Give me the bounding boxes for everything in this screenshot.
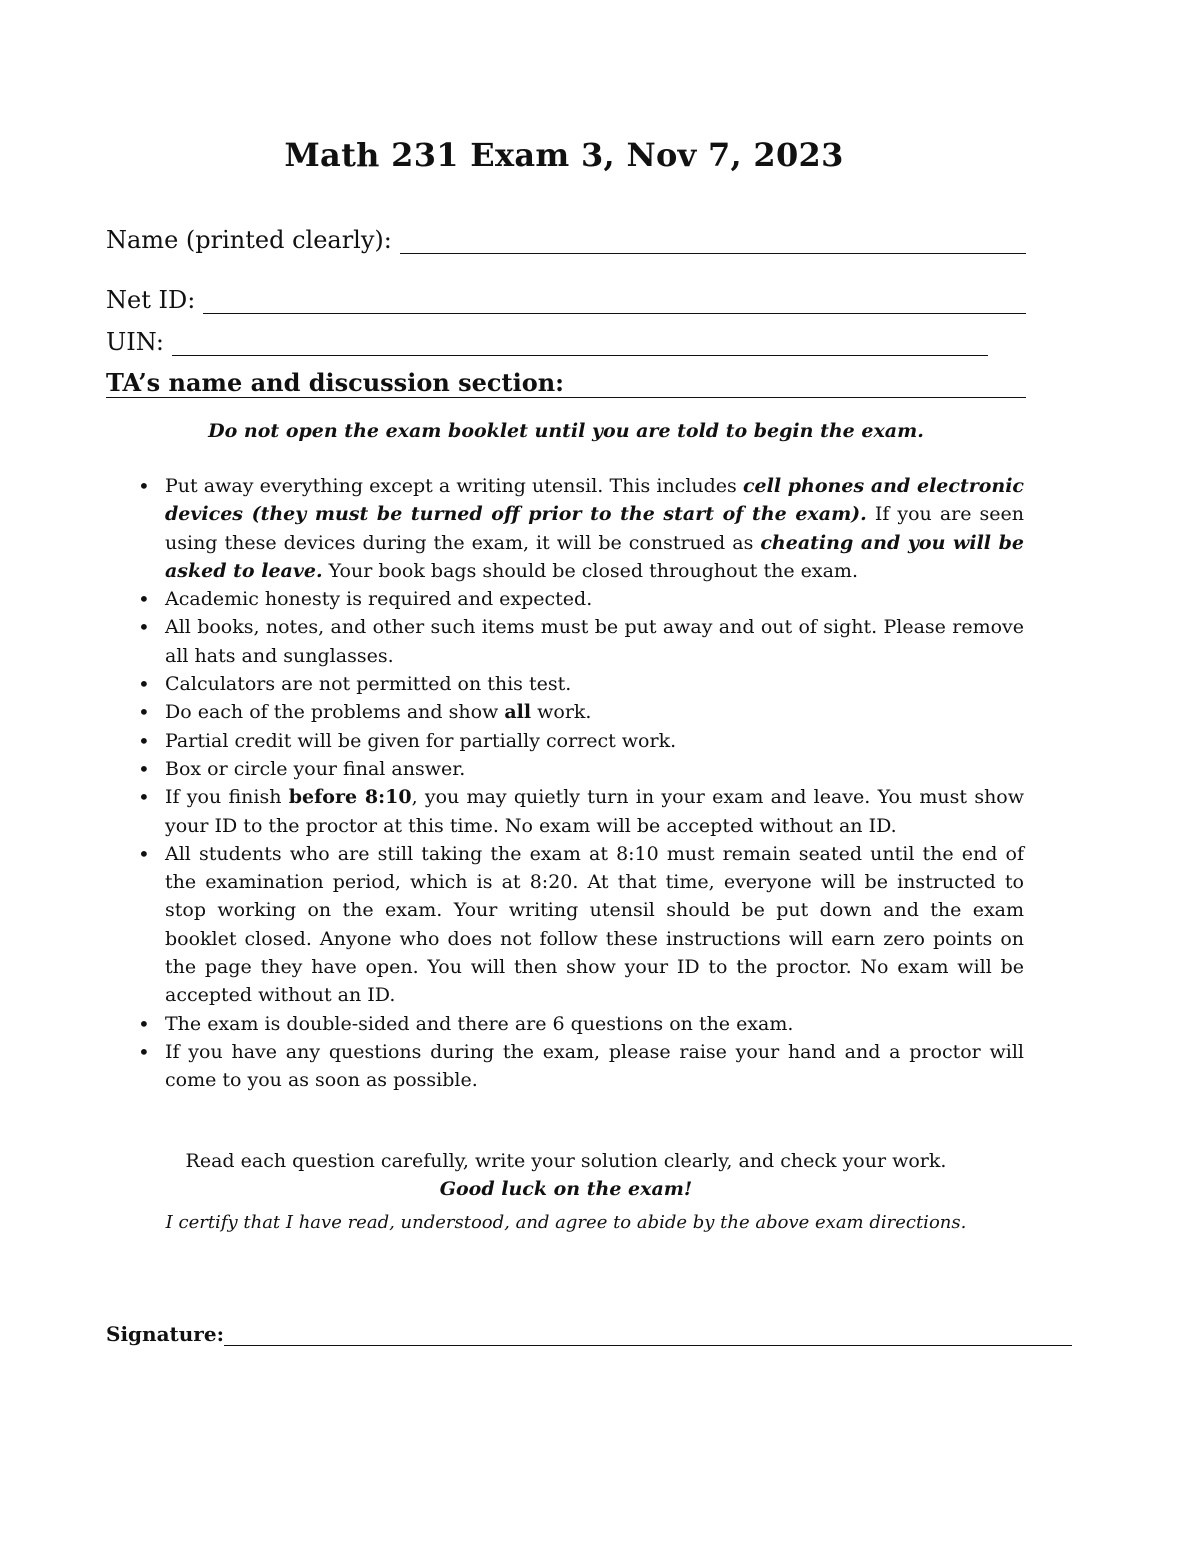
netid-field [106,286,1026,314]
signature-blank[interactable] [224,1325,1072,1346]
rule-item: • If you finish before 8:10, you may quietly turn in your exam and leave. You must show your ID to the proctor at this time. No exam will be accepted without an ID. [138,783,1024,840]
rule-item: • If you have any questions during the exam, please raise your hand and a proctor will come to you as soon as possible. [138,1038,1024,1095]
exam-title: Math 231 Exam 3, Nov 7, 2023 [284,136,844,174]
rule-item: • The exam is double-sided and there are 6 questions on the exam. [138,1010,1024,1038]
certification-statement: I certify that I have read, understood, and agree to abide by the above exam directions. [165,1212,967,1233]
uin-label: UIN: [106,328,164,356]
name-blank[interactable] [400,231,1026,254]
exam-rules-list [138,472,1024,1095]
uin-field [106,328,988,356]
signature-label: Signature: [106,1322,224,1346]
rule-item: • All students who are still taking the exam at 8:10 must remain seated until the end of the examination period, which is at 8:20. At that time, everyone will be instructed to stop working on the exam. Your writing utensil should be put down and the exam booklet closed. Anyone who does not follow these instructions will earn zero points on the page they have open. You will then show your ID to the proctor. No exam will be accepted without an ID. [138,840,1024,1010]
read-instructions: Read each question carefully, write your solution clearly, and check your work. [185,1150,947,1172]
good-luck: Good luck on the exam! [439,1178,693,1200]
rule-item: • Academic honesty is required and expected. [138,585,1024,613]
uin-blank[interactable] [172,333,988,356]
exam-warning: Do not open the exam booklet until you are told to begin the exam. [208,420,924,442]
rule-item: • Do each of the problems and show all work. [138,698,1024,726]
rule-item: • Put away everything except a writing utensil. This includes cell phones and electronic devices (they must be turned off prior to the start of the exam). If you are seen using these devices during the exam, it will be construed as cheating and you will be asked to leave. Your book bags should be closed throughout the exam. [138,472,1024,585]
netid-label: Net ID: [106,286,196,314]
name-label: Name (printed clearly): [106,226,392,254]
ta-field[interactable] [106,369,1026,398]
rule-item: • Partial credit will be given for partially correct work. [138,727,1024,755]
signature-field [106,1322,1072,1346]
rule-item: • Box or circle your final answer. [138,755,1024,783]
netid-blank[interactable] [203,291,1026,314]
name-field [106,226,1026,254]
ta-label: TA’s name and discussion section: [106,368,565,397]
rule-item: • Calculators are not permitted on this test. [138,670,1024,698]
rule-item: • All books, notes, and other such items must be put away and out of sight. Please remove all hats and sunglasses. [138,613,1024,670]
